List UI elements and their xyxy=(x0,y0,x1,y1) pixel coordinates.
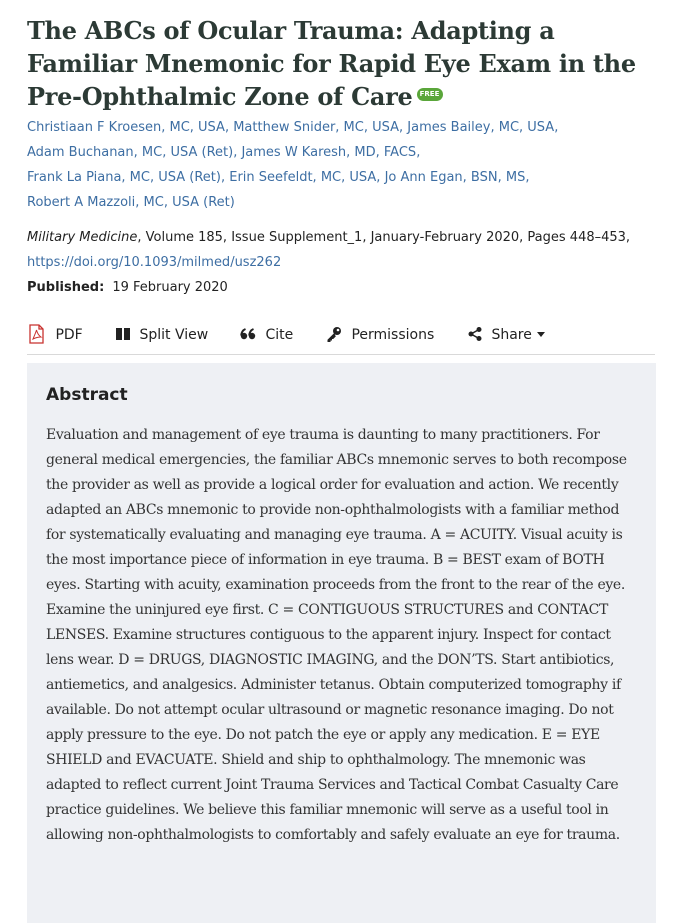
journal-name: Military Medicine xyxy=(27,230,138,245)
abstract-body: Evaluation and management of eye trauma is daunting to many practitioners. For general medical emergencies, the familiar ABCs mnemonic serves to both recompose the provider as well as provide a logical order for evaluation and action. We recently adapted an ABCs mnemonic to provide non-ophthalmologists with a familiar method for systematically evaluating and managing eye trauma. A = ACUITY. Visual acuity is the most importance piece of information in eye trauma. B = BEST exam of BOTH eyes. Starting with acuity, examination proceeds from the front to the rear of the eye. Examine the uninjured eye first. C = CONTIGUOUS STRUCTURES and CONTACT LENSES. Examine structures contiguous to the apparent injury. Inspect for contact lens wear. D = DRUGS, DIAGNOSTIC IMAGING, and the DON’TS. Start antibiotics, antiemetics, and analgesics. Administer tetanus. Obtain computerized tomography if available. Do not attempt ocular ultrasound or magnetic resonance imaging. Do not apply pressure to the eye. Do not patch the eye or apply any medication. E = EYE SHIELD and EVACUATE. Shield and ship to ophthalmology. The mnemonic was adapted to reflect current Joint Trauma Services and Tactical Combat Casualty Care practice guidelines. We believe this familiar mnemonic will serve as a useful tool in allowing non-ophthalmologists to comfortably and safely evaluate an eye for trauma. xyxy=(46,427,627,843)
author-link[interactable]: Frank La Piana, MC, USA (Ret) xyxy=(27,170,221,185)
published-label: Published: xyxy=(27,280,105,295)
abstract-heading: Abstract xyxy=(46,385,128,405)
author-link[interactable]: Erin Seefeldt, MC, USA xyxy=(229,170,377,185)
citation-details: , Volume 185, Issue Supplement_1, January-February 2020, Pages 448–453, xyxy=(137,230,631,245)
pdf-label: PDF xyxy=(55,327,83,343)
free-access-badge: FREE xyxy=(417,88,443,101)
article-toolbar xyxy=(27,320,655,355)
author-link[interactable]: James Bailey, MC, USA xyxy=(407,120,555,135)
author-link[interactable]: Adam Buchanan, MC, USA (Ret) xyxy=(27,145,234,160)
author-link[interactable]: Christiaan F Kroesen, MC, USA xyxy=(27,120,225,135)
split-view-label: Split View xyxy=(139,327,209,343)
author-list: Christiaan F Kroesen, MC, USA, Matthew Snider, MC, USA, James Bailey, MC, USA, Adam Buchanan, MC, USA (Ret), James W Karesh, MD, FACS, Frank La Piana, MC, USA (Ret), Erin Seefeldt, MC, USA, Jo Ann Egan, BSN, MS, Robert A Mazzoli, MC, USA (Ret) xyxy=(27,120,559,210)
author-link[interactable]: Robert A Mazzoli, MC, USA (Ret) xyxy=(27,195,235,210)
published-value: 19 February 2020 xyxy=(112,280,228,295)
doi-link[interactable]: https://doi.org/10.1093/milmed/usz262 xyxy=(27,255,282,270)
author-link[interactable]: James W Karesh, MD, FACS xyxy=(241,145,417,160)
permissions-label: Permissions xyxy=(351,327,435,343)
permissions-button[interactable] xyxy=(326,323,434,347)
pdf-icon xyxy=(27,327,45,343)
article-title-text: The ABCs of Ocular Trauma: Adapting a Familiar Mnemonic for Rapid Eye Exam in the Pre-Ophthalmic Zone of Care xyxy=(27,16,636,111)
author-link[interactable]: Matthew Snider, MC, USA xyxy=(233,120,400,135)
pdf-button[interactable] xyxy=(27,323,83,347)
split-view-button[interactable] xyxy=(115,323,208,347)
quote-icon xyxy=(240,327,256,343)
share-label: Share xyxy=(491,327,532,343)
citation xyxy=(27,225,652,275)
caret-down-icon xyxy=(536,327,546,343)
author-link[interactable]: Jo Ann Egan, BSN, MS xyxy=(384,170,526,185)
split-view-icon xyxy=(115,327,131,343)
published-date xyxy=(27,275,228,300)
key-icon xyxy=(326,327,342,343)
cite-button[interactable] xyxy=(240,323,293,347)
share-icon xyxy=(467,327,483,343)
abstract-section xyxy=(27,363,656,923)
cite-label: Cite xyxy=(265,327,294,343)
share-button[interactable] xyxy=(467,323,546,347)
article-title xyxy=(27,14,652,113)
